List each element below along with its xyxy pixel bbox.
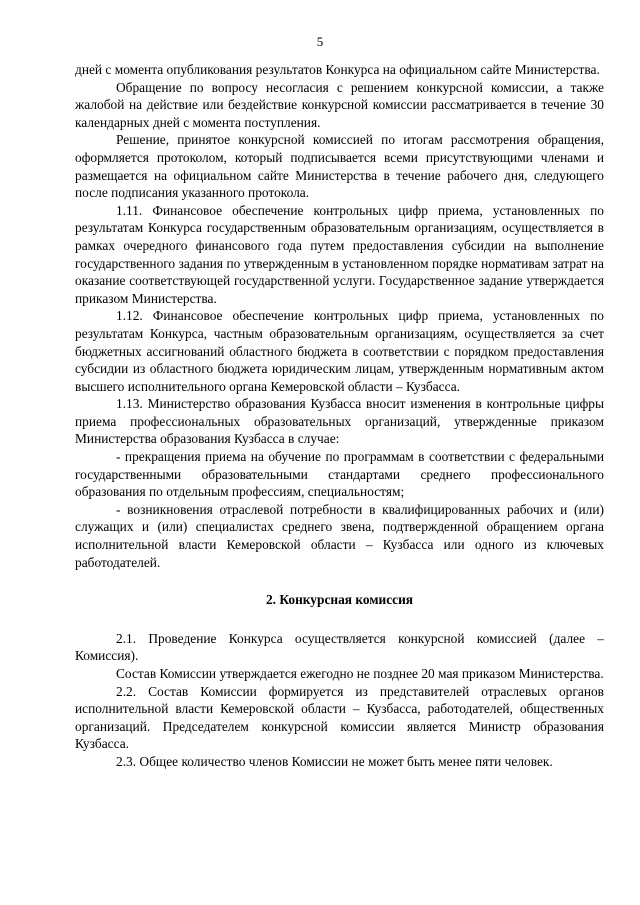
paragraph-2-1: 2.1. Проведение Конкурса осуществляется конкурсной комиссией (далее – Комиссия). — [75, 630, 604, 664]
paragraph-commission-approval: Состав Комиссии утверждается ежегодно не позднее 20 мая приказом Министерства. — [116, 666, 604, 681]
page-number: 5 — [316, 34, 324, 49]
paragraph-1-11: 1.11. Финансовое обеспечение контрольных цифр приема, установленных по результатам Конкурса государственным образовательным организациям, осуществляется в рамках очередного финансового года путем предоставления субсидии на выполнение государственного задания по утвержденным в установленном порядке нормативам затрат на оказание соответствующей государственной услуги. Государственное задание утверждается приказом Министерства. — [75, 202, 604, 306]
document-body — [75, 61, 604, 771]
section-heading: 2. Конкурсная комиссия — [265, 592, 414, 608]
paragraph-2-3: 2.3. Общее количество членов Комиссии не может быть менее пяти человек. — [116, 753, 553, 769]
list-item-industry-need: - возникновения отраслевой потребности в квалифицированных рабочих и (или) служащих и (или) специалистах среднего звена, подтвержденной обращением органа исполнительной власти Кемеровской области – Кузбасса или одного из ключевых работодателей. — [75, 501, 604, 570]
paragraph-appeal-decision: Решение, принятое конкурсной комиссией по итогам рассмотрения обращения, оформляется протоколом, который подписывается всеми присутствующими членами и размещается на официальном сайте Министерства в течение рабочего дня, следующего после подписания указанного протокола. — [75, 132, 604, 201]
paragraph-1-13: 1.13. Министерство образования Кузбасса вносит изменения в контрольные цифры приема профессиональных образовательных организаций, утвержденные приказом Министерства образования Кузбасса в случае: — [75, 396, 604, 447]
paragraph-2-2: 2.2. Состав Комиссии формируется из представителей отраслевых органов исполнительной власти Кемеровской области – Кузбасса, работодателей, общественных организаций. Председателем конкурсной комиссии является Министр образования Кузбасса. — [75, 683, 604, 752]
paragraph-appeal-disagreement: Обращение по вопросу несогласия с решением конкурсной комиссии, а также жалобой на действие или бездействие конкурсной комиссии рассматривается в течение 30 календарных дней с момента поступления. — [75, 79, 604, 130]
list-item-termination: - прекращения приема на обучение по программам в соответствии с федеральными государственными образовательными стандартами среднего профессионального образования по отдельным профессиям, специальностям; — [75, 449, 604, 500]
paragraph-continuation: дней с момента опубликования результатов Конкурса на официальном сайте Министерства. — [75, 62, 600, 77]
paragraph-1-12: 1.12. Финансовое обеспечение контрольных цифр приема, установленных по результатам Конкурса, частным образовательным организациям, осуществляется за счет бюджетных ассигнований областного бюджета в соответствии с порядком предоставления субсидии из областного бюджета юридическим лицам, утвержденным нормативным актом высшего исполнительного органа Кемеровской области – Кузбасса. — [75, 308, 604, 394]
